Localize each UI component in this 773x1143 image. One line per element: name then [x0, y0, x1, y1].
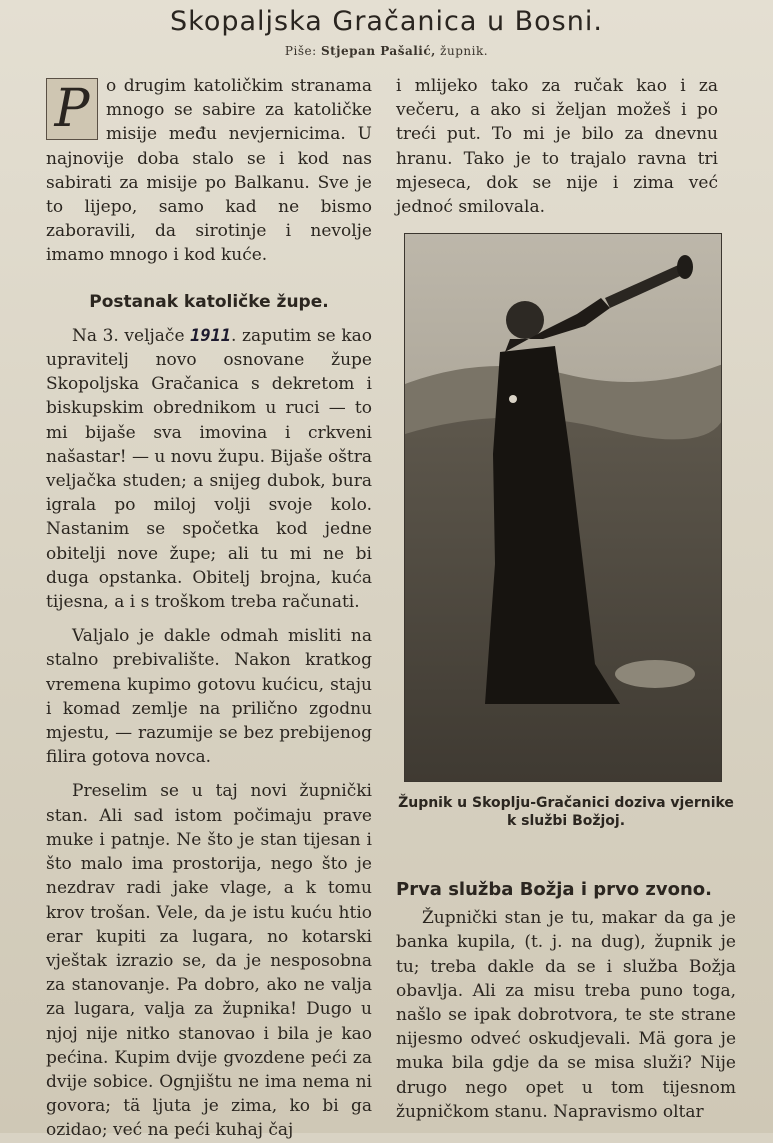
author-name: Stjepan Pašalić, — [320, 44, 436, 58]
right-column-top — [396, 74, 718, 219]
left-column — [46, 74, 372, 1143]
photo-caption: Župnik u Skoplju-Gračanici doziva vjernike k službi Božjoj. — [398, 795, 734, 829]
author-prefix: Piše: — [284, 44, 317, 58]
paragraph-founding-rest: . zaputim se kao upravitelj novo osnovane župe Skopoljska Gračanica s dekretom i biskupskim obrednikom u ruci — to mi bijaše sva imovina i crkveni našastar! — u novu župu. Bijaše oštra veljačka studen; a snijeg dubok, bura igrala po miloj volji svoje kolo. Nastanim se spočetka kod jedne obitelji nove župe; ali tu mi ne bi duga opstanka. Obitelj brojna, kuća tijesna, a i s troškom treba računati. — [46, 325, 373, 613]
dropcap-letter: P — [46, 78, 98, 140]
article-title: Skopaljska Gračanica u Bosni. — [170, 6, 603, 37]
intro-paragraph — [46, 74, 372, 268]
paragraph-founding — [46, 324, 372, 614]
paragraph-continuation: i mlijeko tako za ručak kao i za večeru, a ako si željan možeš i po treći put. To mi je bilo za dnevnu hranu. Tako je to trajalo ravna tri mjeseca, dok se nije i zima već jednoć smilovala. — [396, 76, 718, 218]
right-column-bottom — [396, 878, 736, 1124]
handwritten-year: 1911 — [190, 325, 232, 346]
intro-text: o drugim katoličkim stranama mnogo se sabire za katoličke misije među nevjernicima. U najnovije doba stalo se i kod nas sabirati za misije po Balkanu. Sve je to lijepo, samo kad ne bismo zaboravili, da sirotinje i nevolje imamo mnogo i kod kuće. — [46, 76, 372, 266]
paragraph-first-mass: Župnički stan je tu, makar da ga je banka kupila, (t. j. na dug), župnik je tu; treba dakle da se i služba Božja obavlja. Ali za misu treba puno toga, našlo se ipak dobrotvora, te ste strane nijesmo odveć oskudjevali. Mä gora je muka bila gdje da se misa služi? Nije drugo nego opet u tom tijesnom župničkom stanu. Napravismo oltar — [396, 908, 736, 1122]
paragraph-new-home: Preselim se u taj novi župnički stan. Ali sad istom počimaju prave muke i patnje. Ne što je stan tijesan i što malo ima prostorija, nego što je nezdrav radi jake vlage, a k tomu krov trošan. Vele, da je istu kuću htio erar kupiti za lugara, no kotarski vještak izrazio se, da je nesposobna za stanovanje. Pa dobro, ako ne valja za lugara, valja za župnika! Dugo u njoj nije nitko stanovao i bila je kao pećina. Kupim dvije gvozdene peći za dvije sobice. Ognjištu ne ima nema ni govora; tä ljuta je zima, ko bi ga ozidao; već na peći kuhaj čaj — [46, 781, 372, 1141]
section-heading-first-mass: Prva služba Božja i prvo zvono. — [396, 879, 712, 900]
section-heading-parish: Postanak katoličke župe. — [89, 291, 329, 312]
photograph-illustration — [405, 234, 722, 782]
author-role: župnik. — [440, 44, 489, 58]
paragraph-founding-start: Na 3. veljače — [72, 325, 191, 346]
paragraph-dwelling: Valjalo je dakle odmah misliti na stalno prebivalište. Nakon kratkog vremena kupimo gotovu kućicu, staju i komad zemlje na prilično zgodnu mjestu, — razumije se bez prebijenog filira gotova novca. — [46, 626, 372, 768]
author-line — [0, 44, 773, 58]
photograph-priest-horn — [404, 233, 722, 782]
